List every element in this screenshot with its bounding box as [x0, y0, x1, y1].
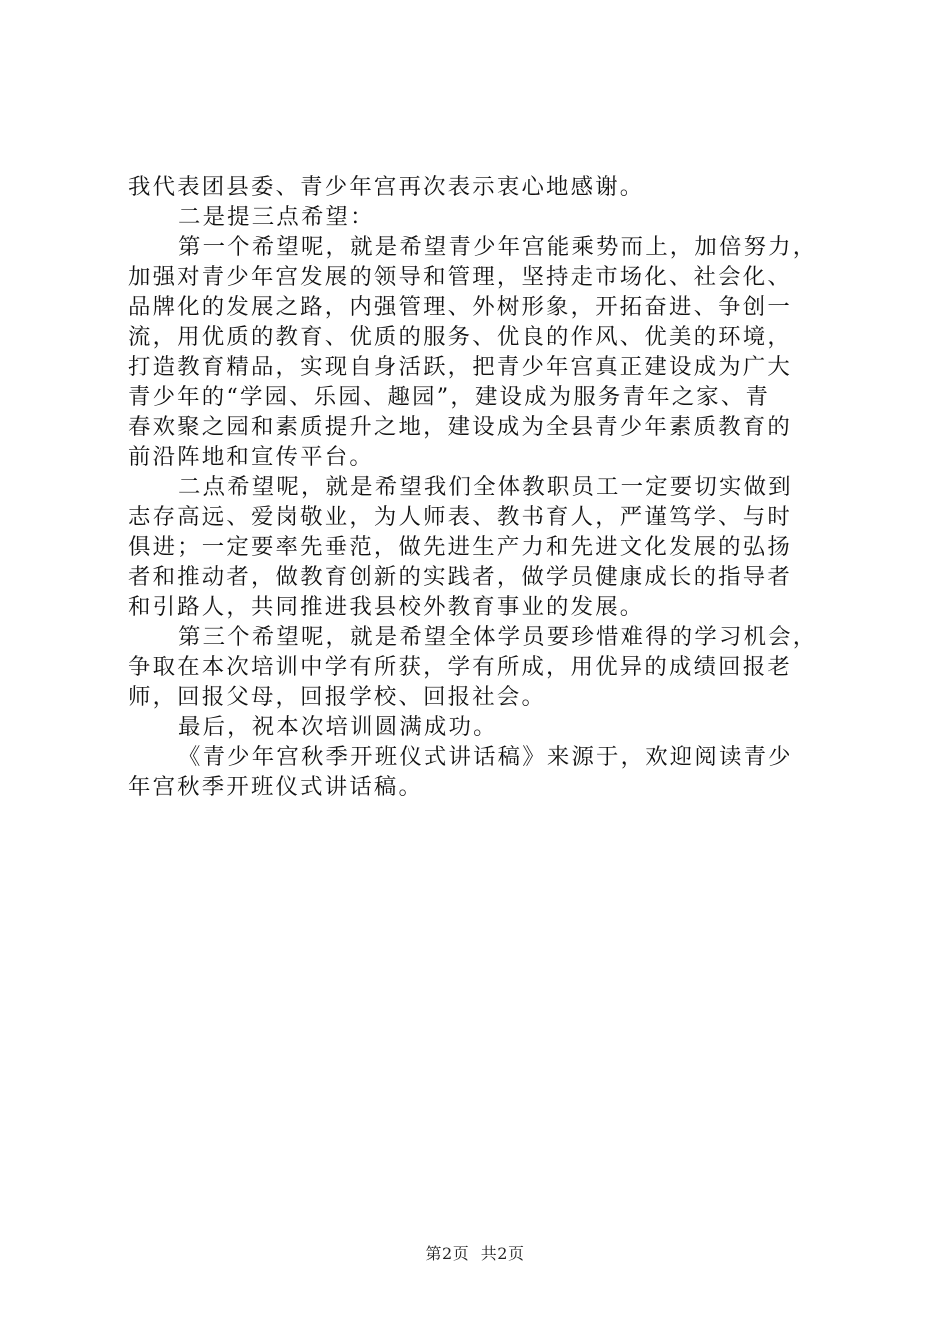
text-line: 俱进；一定要率先垂范，做先进生产力和先进文化发展的弘扬: [128, 534, 792, 560]
text-line: 第三个希望呢，就是希望全体学员要珍惜难得的学习机会，: [178, 624, 818, 650]
text-line: 年宫秋季开班仪式讲话稿。: [128, 774, 424, 800]
text-line: 和引路人，共同推进我县校外教育事业的发展。: [128, 594, 645, 620]
text-line: 志存高远、爱岗敬业，为人师表、教书育人，严谨笃学、与时: [128, 504, 792, 530]
page-total: 共2页: [480, 1244, 525, 1263]
text-line: 第一个希望呢，就是希望青少年宫能乘势而上，加倍努力，: [178, 234, 818, 260]
text-line: 品牌化的发展之路，内强管理、外树形象，开拓奋进、争创一: [128, 294, 792, 320]
text-line: 打造教育精品，实现自身活跃，把青少年宫真正建设成为广大: [128, 354, 792, 380]
page-number: 第2页: [425, 1244, 470, 1263]
text-line: 春欢聚之园和素质提升之地，建设成为全县青少年素质教育的: [128, 414, 792, 440]
text-line: 师，回报父母，回报学校、回报社会。: [128, 684, 547, 710]
page-footer: [0, 1244, 950, 1264]
text-line: 青少年的“学园、乐园、趣园”，建设成为服务青年之家、青: [128, 384, 771, 410]
text-line: 最后，祝本次培训圆满成功。: [178, 714, 498, 740]
text-line: 者和推动者，做教育创新的实践者，做学员健康成长的指导者: [128, 564, 792, 590]
text-line: 流，用优质的教育、优质的服务、优良的作风、优美的环境，: [128, 324, 792, 350]
text-line: 二点希望呢，就是希望我们全体教职员工一定要切实做到: [178, 474, 793, 500]
document-body: [128, 172, 838, 802]
text-line: 加强对青少年宫发展的领导和管理，坚持走市场化、社会化、: [128, 264, 792, 290]
text-line: 争取在本次培训中学有所获，学有所成，用优异的成绩回报老: [128, 654, 792, 680]
text-line: 二是提三点希望：: [178, 204, 375, 230]
text-line: 我代表团县委、青少年宫再次表示衷心地感谢。: [128, 174, 645, 200]
text-line: 前沿阵地和宣传平台。: [128, 444, 374, 470]
text-line: 《青少年宫秋季开班仪式讲话稿》来源于，欢迎阅读青少: [178, 744, 793, 770]
